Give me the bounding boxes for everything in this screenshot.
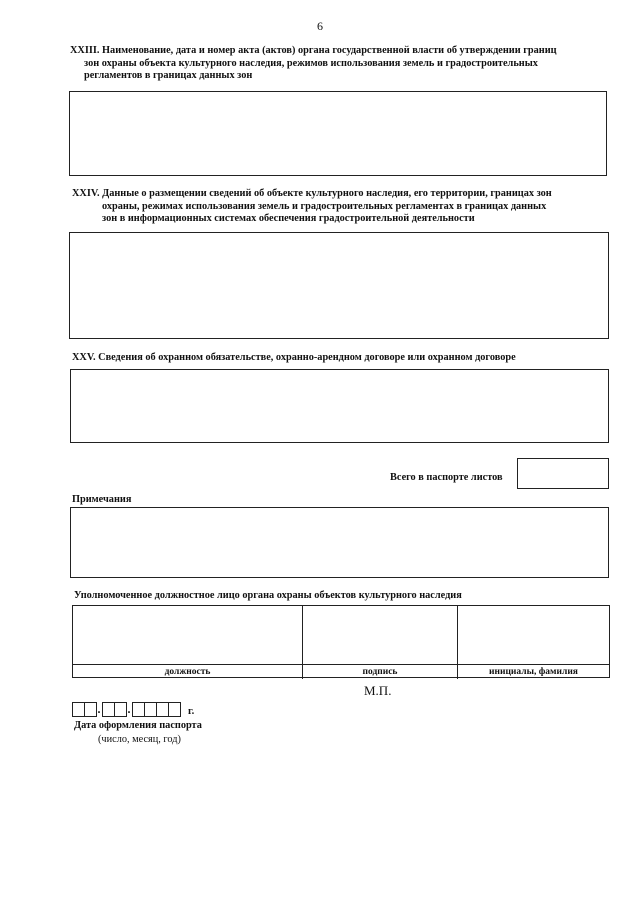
section-xxiv-line: зон в информационных системах обеспечения градостроительной деятельности xyxy=(102,213,475,224)
section-xxiii-heading xyxy=(70,45,615,83)
date-separator: . xyxy=(97,702,101,716)
official-position-field[interactable] xyxy=(73,606,303,664)
date-label: Дата оформления паспорта xyxy=(74,720,202,731)
section-xxv-line: XXV. Сведения об охранном обязательстве, охранно-арендном договоре или охранном договоре xyxy=(72,352,516,363)
section-xxiii-line: регламентов в границах данных зон xyxy=(84,70,253,81)
section-xxiii-field[interactable] xyxy=(69,91,607,176)
date-boxes xyxy=(72,699,194,716)
section-xxiv-heading xyxy=(72,188,612,226)
official-column-signature: подпись xyxy=(303,665,458,679)
total-sheets-field[interactable] xyxy=(517,458,609,489)
notes-label: Примечания xyxy=(72,494,132,505)
official-column-position: должность xyxy=(73,665,303,679)
official-table xyxy=(72,605,610,678)
section-xxiii-line: зон охраны объекта культурного наследия, режимов использования земель и градостроительных xyxy=(84,57,538,69)
notes-field[interactable] xyxy=(70,507,609,578)
official-name-field[interactable] xyxy=(458,606,609,664)
section-xxiv-line: охраны, режимах использования земель и градостроительных регламентах в границах данных xyxy=(102,200,547,212)
date-hint: (число, месяц, год) xyxy=(98,734,181,745)
section-xxv-heading xyxy=(72,352,612,365)
page-number: 6 xyxy=(317,19,323,33)
total-sheets-label: Всего в паспорте листов xyxy=(390,472,503,483)
section-xxiii-line: XXIII. Наименование, дата и номер акта (актов) органа государственной власти об утверждении границ xyxy=(70,45,557,56)
date-year-digit[interactable] xyxy=(168,702,181,717)
section-xxv-field[interactable] xyxy=(70,369,609,443)
official-signature-field[interactable] xyxy=(303,606,458,664)
official-label: Уполномоченное должностное лицо органа охраны объектов культурного наследия xyxy=(74,590,462,601)
stamp-label: М.П. xyxy=(364,683,392,698)
section-xxiv-field[interactable] xyxy=(69,232,609,339)
official-column-name: инициалы, фамилия xyxy=(489,667,578,677)
date-year-suffix: г. xyxy=(188,706,195,717)
section-xxiv-line: XXIV. Данные о размещении сведений об объекте культурного наследия, его территории, границах зон xyxy=(72,188,552,199)
date-separator: . xyxy=(127,702,131,716)
